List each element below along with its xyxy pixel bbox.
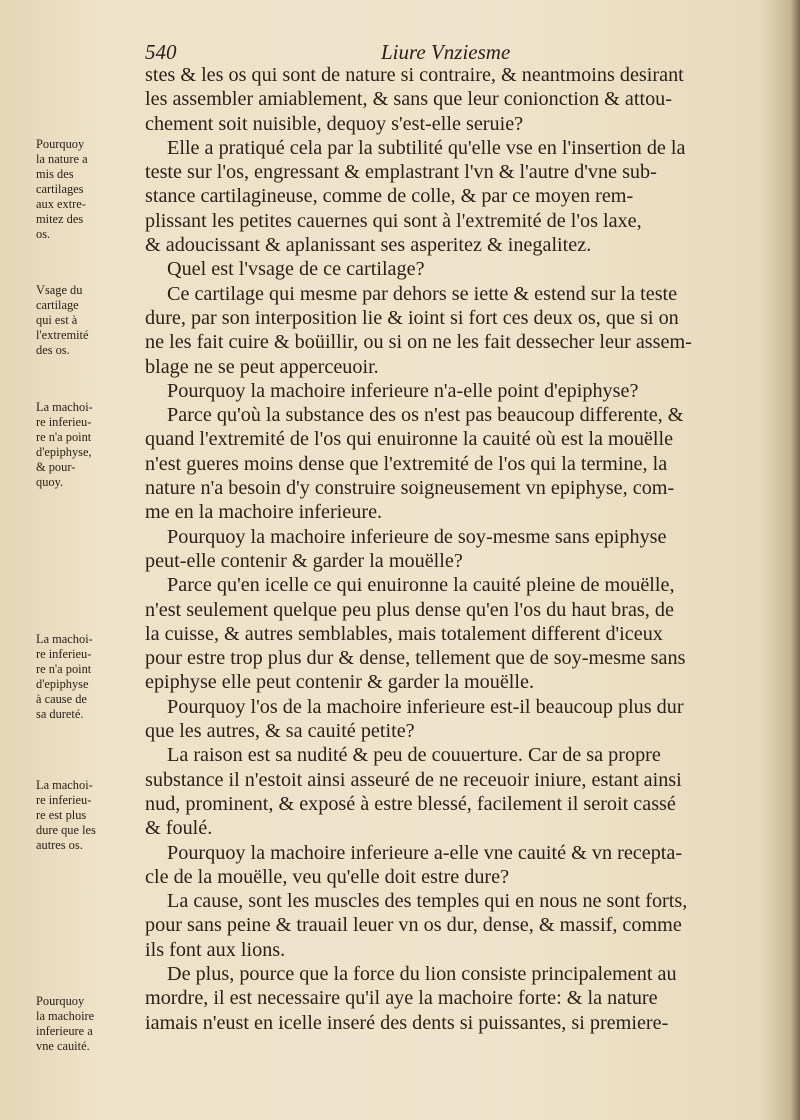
text-line: les assembler amiablement, & sans que leur conionction & attou- — [145, 88, 672, 111]
text-line: Pourquoy la machoire inferieure de soy-mesme sans epiphyse — [167, 525, 667, 548]
text-line: que les autres, & sa cauité petite? — [145, 720, 415, 743]
text-line: Parce qu'en icelle ce qui enuironne la cauité pleine de mouëlle, — [167, 574, 675, 597]
running-title: Liure Vnziesme — [381, 40, 511, 64]
text-line: pour estre trop plus dur & dense, tellement que de soy-mesme sans — [145, 647, 686, 670]
page-number: 540 — [145, 40, 177, 64]
text-line: n'est gueres moins dense que l'extremité de l'os qui la termine, la — [145, 452, 668, 475]
text-line: quand l'extremité de l'os qui enuironne la cauité où est la mouëlle — [145, 428, 674, 451]
margin-note: Pourquoy la nature a mis des cartilages aux extre- mitez des os. — [36, 137, 88, 241]
text-line: iamais n'eust en icelle inseré des dents si puissantes, si premiere- — [145, 1011, 669, 1034]
text-line: la cuisse, & autres semblables, mais totalement different d'iceux — [145, 622, 663, 645]
text-line: & adoucissant & aplanissant ses asperitez & inegalitez. — [145, 234, 592, 257]
text-line: Ce cartilage qui mesme par dehors se iette & estend sur la teste — [167, 282, 678, 305]
text-line: stes & les os qui sont de nature si contraire, & neantmoins desirant — [145, 64, 684, 86]
text-line: mordre, il est necessaire qu'il aye la machoire forte: & la nature — [145, 987, 658, 1010]
text-line: Pourquoy la machoire inferieure n'a-elle point d'epiphyse? — [167, 379, 639, 402]
text-line: blage ne se peut apperceuoir. — [145, 355, 379, 378]
text-line: teste sur l'os, engressant & emplastrant l'vn & l'autre d'vne sub- — [145, 161, 657, 184]
margin-note: La machoi- re inferieu- re est plus dure que les autres os. — [36, 778, 96, 852]
main-text — [145, 63, 761, 1035]
text-line: me en la machoire inferieure. — [145, 501, 383, 524]
text-line: epiphyse elle peut contenir & garder la mouëlle. — [145, 671, 535, 694]
text-line: cle de la mouëlle, veu qu'elle doit estre dure? — [145, 865, 510, 888]
text-line: Parce qu'où la substance des os n'est pas beaucoup differente, & — [167, 404, 684, 427]
text-line: & foulé. — [145, 817, 213, 840]
text-line: stance cartilagineuse, comme de colle, & par ce moyen rem- — [145, 185, 634, 208]
text-line: Pourquoy l'os de la machoire inferieure est-il beaucoup plus dur — [167, 695, 684, 718]
text-line: Quel est l'vsage de ce cartilage? — [167, 258, 425, 281]
text-line: ne les fait cuire & boüillir, ou si on ne les fait dessecher leur assem- — [145, 331, 692, 354]
text-line: pour sans peine & trauail leuer vn os dur, dense, & massif, comme — [145, 914, 682, 937]
margin-note: La machoi- re inferieu- re n'a point d'epiphyse à cause de sa dureté. — [36, 632, 93, 721]
margin-note: Vsage du cartilage qui est à l'extremité des os. — [36, 283, 89, 357]
text-line: Pourquoy la machoire inferieure a-elle vne cauité & vn recepta- — [167, 841, 683, 864]
text-line: ils font aux lions. — [145, 938, 286, 961]
text-line: dure, par son interposition lie & ioint si fort ces deux os, que si on — [145, 306, 679, 329]
text-line: chement soit nuisible, dequoy s'est-elle seruie? — [145, 112, 524, 135]
text-line: nature n'a besoin d'y construire soigneusement vn epiphyse, com- — [145, 477, 675, 500]
text-line: La cause, sont les muscles des temples qui en nous ne sont forts, — [167, 890, 688, 913]
text-line: peut-elle contenir & garder la mouëlle? — [145, 549, 463, 572]
text-line: substance il n'estoit ainsi asseuré de ne receuoir iniure, estant ainsi — [145, 768, 682, 791]
text-line: n'est seulement quelque peu plus dense qu'en l'os du haut bras, de — [145, 598, 674, 621]
text-line: nud, prominent, & exposé à estre blessé, facilement il seroit cassé — [145, 792, 676, 815]
page-edge — [790, 0, 800, 1120]
margin-note: Pourquoy la machoire inferieure a vne cauité. — [36, 994, 95, 1053]
text-line: plissant les petites cauernes qui sont à l'extremité de l'os laxe, — [145, 209, 642, 232]
text-line: Elle a pratiqué cela par la subtilité qu'elle vse en l'insertion de la — [167, 136, 686, 159]
margin-note: La machoi- re inferieu- re n'a point d'epiphyse, & pour- quoy. — [36, 400, 93, 489]
text-line: La raison est sa nudité & peu de couuerture. Car de sa propre — [167, 744, 661, 767]
text-line: De plus, pource que la force du lion consiste principalement au — [167, 962, 677, 985]
